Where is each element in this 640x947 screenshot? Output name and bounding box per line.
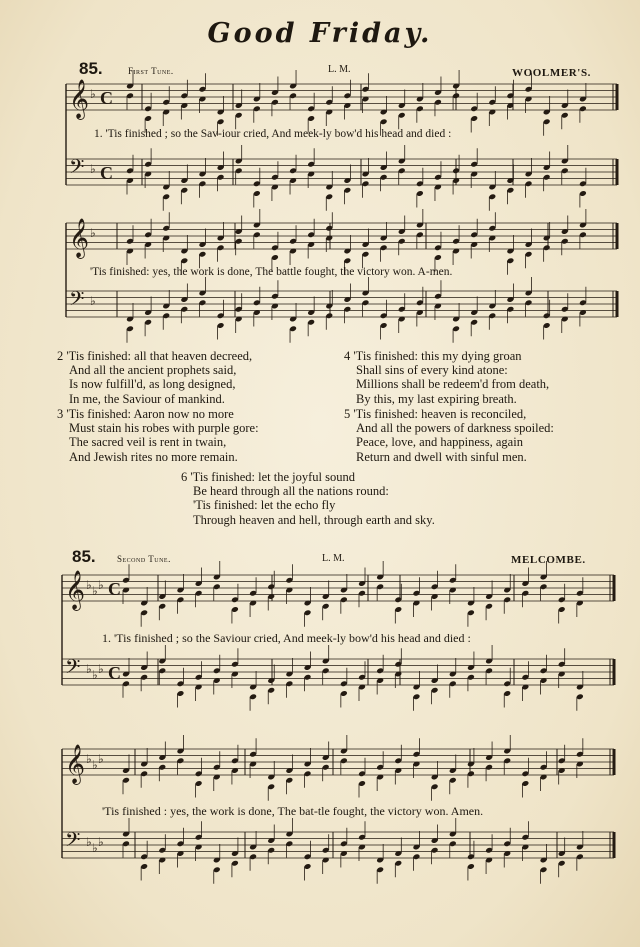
verse-line: And all the ancient prophets said, — [69, 363, 237, 378]
hymn-number: 85. — [79, 59, 103, 78]
common-time-icon: C — [108, 579, 121, 599]
lyric-line: 'Tis finished : yes, the work is done, The bat-tle fought, the victory won. Amen. — [102, 804, 484, 818]
lyric-line: 1. 'Tis finished ; so the Saviour cried, And meek-ly bow'd his head and died : — [102, 631, 471, 645]
bass-clef-icon: 𝄢 — [65, 828, 81, 856]
common-time-icon: C — [100, 88, 113, 108]
treble-clef-icon: 𝄞 — [69, 79, 90, 119]
verse-line: The sacred veil is rent in twain, — [69, 435, 227, 450]
flat-icon: ♭ — [86, 835, 92, 849]
verse-line: 4 'Tis finished: this my dying groan — [344, 349, 522, 363]
treble-clef-icon: 𝄞 — [65, 570, 86, 610]
flat-icon: ♭ — [98, 835, 104, 849]
verse-line: And Jewish rites no more remain. — [69, 449, 238, 464]
flat-icon: ♭ — [92, 841, 98, 855]
flat-icon: ♭ — [90, 294, 96, 308]
page-title: Good Friday. — [207, 18, 433, 49]
treble-clef-icon: 𝄞 — [65, 744, 86, 784]
tune-name: MELCOMBE. — [511, 554, 586, 566]
verse-block — [181, 470, 435, 527]
tune-label: First Tune. — [128, 66, 174, 76]
tune-label: Second Tune. — [117, 554, 171, 564]
verse-line: Return and dwell with sinful men. — [356, 449, 527, 464]
verse-block — [344, 349, 549, 406]
verse-block — [57, 407, 259, 464]
verse-line: In me, the Saviour of mankind. — [69, 391, 225, 406]
flat-icon: ♭ — [98, 752, 104, 766]
verse-line: 5 'Tis finished: heaven is reconciled, — [344, 407, 527, 421]
hymn-number: 85. — [72, 547, 96, 566]
flat-icon: ♭ — [98, 662, 104, 676]
flat-icon: ♭ — [98, 578, 104, 592]
flat-icon: ♭ — [92, 758, 98, 772]
flat-icon: ♭ — [92, 668, 98, 682]
flat-icon: ♭ — [90, 226, 96, 240]
treble-clef-icon: 𝄞 — [69, 218, 90, 258]
flat-icon: ♭ — [86, 662, 92, 676]
flat-icon: ♭ — [90, 162, 96, 176]
tune-name: WOOLMER'S. — [512, 67, 592, 79]
verse-line: Millions shall be redeem'd from death, — [356, 377, 550, 392]
flat-icon: ♭ — [90, 87, 96, 101]
flat-icon: ♭ — [86, 578, 92, 592]
verse-line: Through heaven and hell, through earth and sky. — [193, 512, 435, 527]
bass-clef-icon: 𝄢 — [69, 155, 85, 183]
verse-line: 2 'Tis finished: all that heaven decreed, — [57, 349, 253, 363]
flat-icon: ♭ — [92, 584, 98, 598]
verse-block — [57, 349, 252, 406]
bass-clef-icon: 𝄢 — [65, 655, 81, 683]
flat-icon: ♭ — [86, 752, 92, 766]
bass-clef-icon: 𝄢 — [69, 287, 85, 315]
verse-line: Is now fulfill'd, as long designed, — [69, 377, 236, 392]
verse-line: 6 'Tis finished: let the joyful sound — [181, 470, 356, 484]
lyric-line: 'Tis finished: yes, the work is done, The battle fought, the victory won. A-men. — [90, 266, 453, 278]
verse-block — [344, 407, 554, 464]
verse-line: Be heard through all the nations round: — [193, 484, 389, 499]
meter-label: L. M. — [328, 64, 351, 75]
verse-line: Must stain his robes with purple gore: — [69, 421, 259, 436]
lyric-line: 1. 'Tis finished ; so the Sav-iour cried, And meek-ly bow'd his head and died : — [94, 128, 452, 140]
verse-line: By this, my last expiring breath. — [356, 391, 517, 406]
verse-line: 'Tis finished: let the echo fly — [193, 498, 336, 513]
verse-line: Peace, love, and happiness, again — [356, 435, 523, 450]
meter-label: L. M. — [322, 553, 345, 564]
common-time-icon: C — [108, 663, 121, 683]
verse-line: And all the powers of darkness spoiled: — [356, 421, 554, 436]
verse-line: Shall sins of every kind atone: — [356, 363, 508, 378]
verse-line: 3 'Tis finished: Aaron now no more — [57, 407, 234, 421]
common-time-icon: C — [100, 163, 113, 183]
